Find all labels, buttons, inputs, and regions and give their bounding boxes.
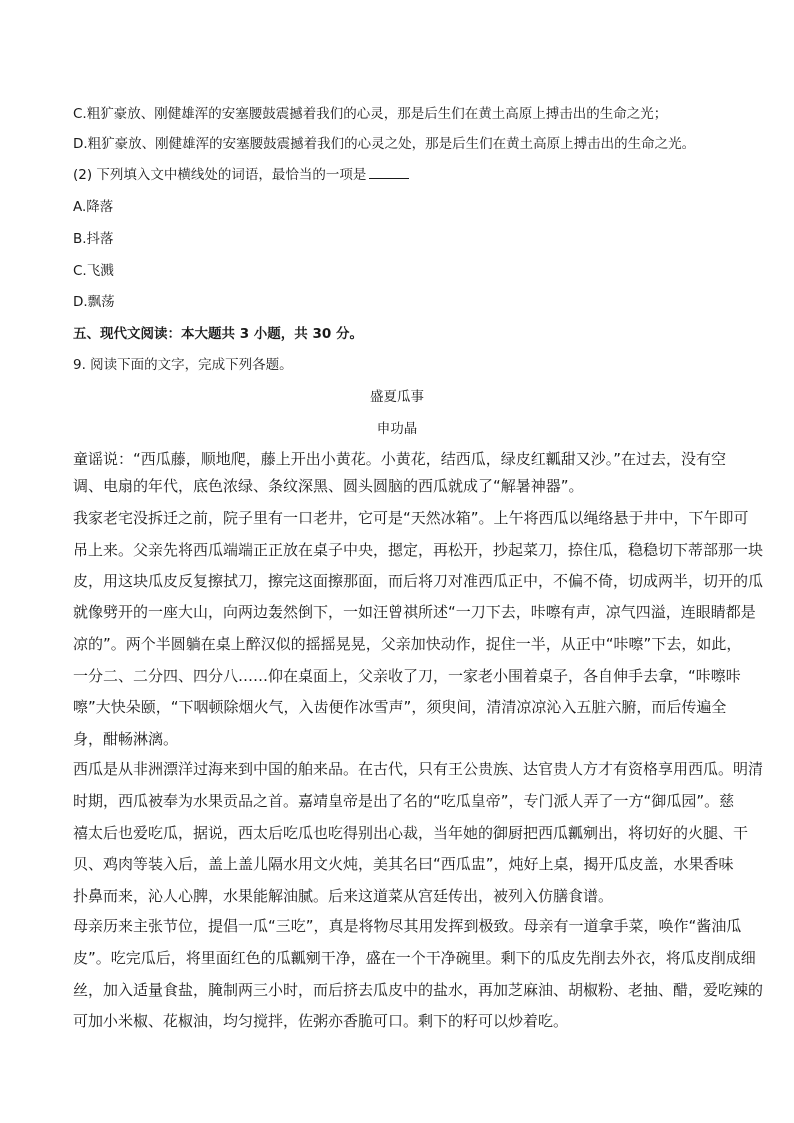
option-d-prev: D.粗犷豪放、刚健雄浑的安塞腰鼓震撼着我们的心灵之处，那是后生们在黄土高原上搏击出的生命之光。 bbox=[73, 136, 696, 152]
article-line: 扑鼻而来，沁人心脾，水果能解油腻。后来这道菜从宫廷传出，被列入仿膳食谱。 bbox=[73, 887, 614, 905]
article-line: 丝，加入适量食盐，腌制两三小时，而后挤去瓜皮中的盐水，再加芝麻油、胡椒粉、老抽、醋，爱吃辣的 bbox=[73, 981, 764, 999]
article-line: 贝、鸡肉等装入后，盖上盖儿隔水用文火炖，美其名曰“西瓜盅”，炖好上桌，揭开瓜皮盖，水果香味 bbox=[73, 855, 734, 873]
article-line: 皮”。吃完瓜后，将里面红色的瓜瓤剜干净，盛在一个干净碗里。剩下的瓜皮先削去外衣，将瓜皮削成细 bbox=[73, 949, 756, 967]
article-line: 一分二、二分四、四分八……仰在桌面上，父亲收了刀，一家老小围着桌子，各自伸手去拿，“咔嚓咔 bbox=[73, 667, 741, 685]
article-line: 我家老宅没拆迁之前，院子里有一口老井，它可是“天然冰箱”。上午将西瓜以绳络悬于井中，下午即可 bbox=[73, 509, 749, 527]
article-line: 母亲历来主张节位，提倡一瓜“三吃”，真是将物尽其用发挥到极致。母亲有一道拿手菜，唤作“酱油瓜 bbox=[73, 917, 742, 935]
answer-blank bbox=[369, 166, 409, 179]
option-c-prev: C.粗犷豪放、刚健雄浑的安塞腰鼓震撼着我们的心灵，那是后生们在黄土高原上搏击出的生命之光； bbox=[73, 106, 668, 122]
article-line: 西瓜是从非洲漂洋过海来到中国的舶来品。在古代，只有王公贵族、达官贵人方才有资格享用西瓜。明清 bbox=[73, 760, 764, 778]
article-line: 时期，西瓜被奉为水果贡品之首。嘉靖皇帝是出了名的“吃瓜皇帝”，专门派人弄了一方“御瓜园”。慈 bbox=[73, 792, 735, 810]
question-2-text: (2) 下列填入文中横线处的词语，最恰当的一项是 bbox=[73, 167, 367, 183]
article-author: 申功晶 bbox=[376, 421, 418, 437]
question-9-stem: 9. 阅读下面的文字，完成下列各题。 bbox=[73, 357, 293, 373]
article-line: 可加小米椒、花椒油，均匀搅拌，佐粥亦香脆可口。剩下的籽可以炒着吃。 bbox=[73, 1012, 569, 1030]
article-title: 盛夏瓜事 bbox=[370, 389, 424, 405]
article-line: 吊上来。父亲先将西瓜端端正正放在桌子中央，摁定，再松开，抄起菜刀，捺住瓜，稳稳切下蒂部那一块 bbox=[73, 541, 764, 559]
article-line: 禧太后也爱吃瓜，据说，西太后吃瓜也吃得别出心裁，当年她的御厨把西瓜瓤剜出，将切好的火腿、干 bbox=[73, 824, 749, 842]
question-2-option-c: C.飞溅 bbox=[73, 263, 114, 279]
article-line: 皮，用这块瓜皮反复擦拭刀，擦完这面擦那面，而后将刀对准西瓜正中，不偏不倚，切成两半，切开的瓜 bbox=[73, 572, 764, 590]
section-5-heading: 五、现代文阅读：本大题共 3 小题，共 30 分。 bbox=[73, 326, 363, 342]
article-line: 就像劈开的一座大山，向两边轰然倒下，一如汪曾祺所述“一刀下去，咔嚓有声，凉气四溢，连眼睛都是 bbox=[73, 603, 756, 621]
article-line: 身，酣畅淋漓。 bbox=[73, 730, 179, 748]
question-2-stem bbox=[73, 166, 713, 184]
question-2-option-b: B.抖落 bbox=[73, 231, 114, 247]
question-2-option-a: A.降落 bbox=[73, 199, 114, 215]
article-line: 调、电扇的年代，底色浓绿、条纹深黑、圆头圆脑的西瓜就成了“解暑神器”。 bbox=[73, 477, 584, 495]
article-line: 凉的”。两个半圆躺在桌上醉汉似的摇摇晃晃，父亲加快动作，捉住一半，从正中“咔嚓”下去，如此， bbox=[73, 635, 742, 653]
article-line: 嚓”大快朵颐，“下咽顿除烟火气，入齿便作冰雪声”，须臾间，清清凉凉沁入五脏六腑，而后传遍全 bbox=[73, 698, 727, 716]
article-line: 童谣说：“西瓜藤，顺地爬，藤上开出小黄花。小黄花，结西瓜，绿皮红瓤甜又沙。”在过去，没有空 bbox=[73, 450, 727, 468]
question-2-option-d: D.飘荡 bbox=[73, 294, 115, 310]
